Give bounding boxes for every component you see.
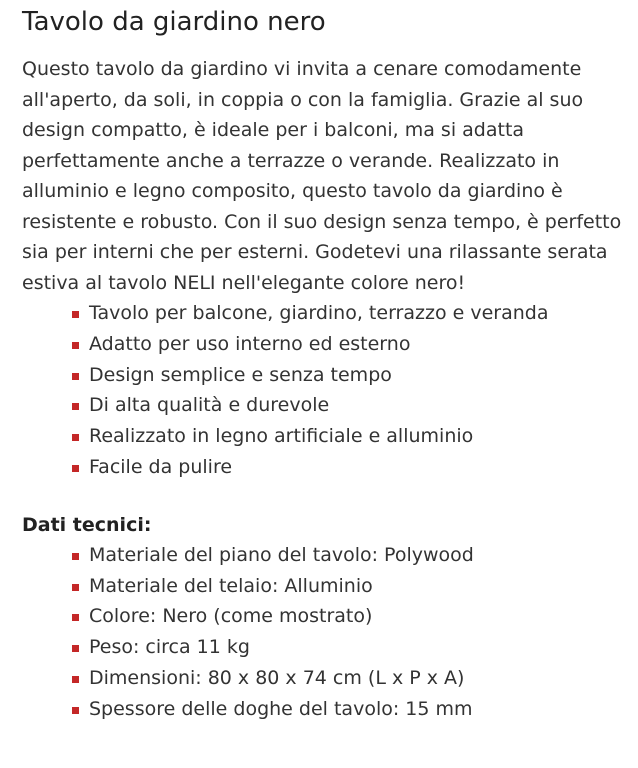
spec-item [72, 540, 622, 571]
square-bullet-icon [72, 707, 79, 714]
spec-item [72, 632, 622, 663]
square-bullet-icon [72, 342, 79, 349]
specs-heading: Dati tecnici: [22, 513, 152, 536]
feature-text: Realizzato in legno artificiale e alluminio [89, 425, 474, 448]
feature-text: Di alta qualità e durevole [89, 394, 330, 417]
feature-item [72, 298, 622, 329]
square-bullet-icon [72, 676, 79, 683]
feature-text: Tavolo per balcone, giardino, terrazzo e veranda [89, 302, 549, 324]
spec-item [72, 694, 622, 725]
spec-text: Materiale del piano del tavolo: Polywood [89, 543, 474, 566]
square-bullet-icon [72, 584, 79, 591]
square-bullet-icon [72, 614, 79, 621]
feature-list [22, 298, 622, 483]
square-bullet-icon [72, 465, 79, 472]
feature-item [72, 360, 622, 391]
square-bullet-icon [72, 311, 79, 318]
spec-text: Peso: circa 11 kg [89, 636, 250, 659]
feature-text: Design semplice e senza tempo [89, 363, 392, 386]
spec-item [72, 663, 622, 694]
page-title: Tavolo da giardino nero [22, 7, 326, 37]
square-bullet-icon [72, 434, 79, 441]
feature-item [72, 421, 622, 452]
spec-text: Materiale del telaio: Alluminio [89, 574, 373, 597]
square-bullet-icon [72, 403, 79, 410]
spec-text: Spessore delle doghe del tavolo: 15 mm [89, 697, 473, 720]
square-bullet-icon [72, 373, 79, 380]
feature-item [72, 329, 622, 360]
specs-list [22, 540, 622, 725]
square-bullet-icon [72, 645, 79, 652]
feature-text: Facile da pulire [89, 455, 233, 478]
square-bullet-icon [72, 553, 79, 560]
spec-item [72, 601, 622, 632]
spec-text: Colore: Nero (come mostrato) [89, 605, 373, 628]
product-description: Questo tavolo da giardino vi invita a cenare comodamente all'aperto, da soli, in coppia o con la famiglia. Grazie al suo design compatto, è ideale per i balconi, ma si adatta perfettamente anche a terrazze o verande. Realizzato in alluminio e legno composito, questo tavolo da giardino è resistente e robusto. Con il suo design senza tempo, è perfetto sia per interni che per esterni. Godetevi una rilassante serata estiva al tavolo NELI nell'elegante colore nero! [22, 58, 622, 294]
feature-item [72, 452, 622, 483]
spec-text: Dimensioni: 80 x 80 x 74 cm (L x P x A) [89, 666, 465, 689]
product-description-page [22, 0, 622, 725]
feature-text: Adatto per uso interno ed esterno [89, 332, 411, 355]
spec-item [72, 571, 622, 602]
feature-item [72, 390, 622, 421]
